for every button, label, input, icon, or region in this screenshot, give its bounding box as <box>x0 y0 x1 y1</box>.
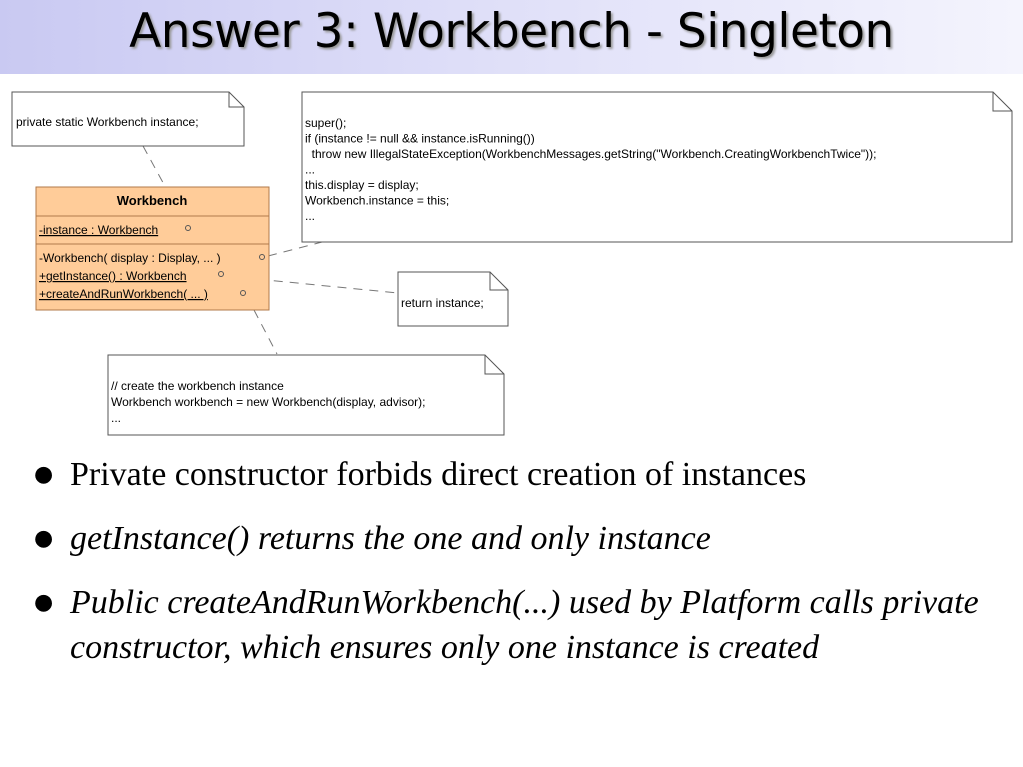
bullet-text: getInstance() returns the one and only instance <box>70 520 711 557</box>
connector-constructor-note <box>268 242 322 256</box>
bullet-list <box>34 452 994 689</box>
bullet-dot-icon: ● <box>34 462 54 487</box>
note-constructor <box>302 92 1012 242</box>
class-operation-create-and-run: +createAndRunWorkbench( ... ) <box>39 287 208 301</box>
note-get-instance-text: return instance; <box>401 296 484 310</box>
bullet-item <box>34 516 994 561</box>
note-static-field <box>12 92 244 146</box>
bullet-dot-icon: ● <box>34 590 54 615</box>
note-static-field-text: private static Workbench instance; <box>16 115 199 129</box>
note-create-text: // create the workbench instance Workbench workbench = new Workbench(display, advisor); ... <box>111 379 426 425</box>
note-get-instance <box>398 272 508 326</box>
note-create-workbench <box>108 355 504 435</box>
connector-create-note <box>254 310 277 354</box>
class-name: Workbench <box>116 193 188 208</box>
note-constructor-text: super(); if (instance != null && instance.isRunning()) throw new IllegalStateException(WorkbenchMessages.getString("Workbench.CreatingWorkbenchTwice")); ... this.display = display; Workbench.instance = this; ... <box>305 116 877 223</box>
class-workbench <box>36 187 269 310</box>
class-operation-constructor: -Workbench( display : Display, ... ) <box>39 251 221 265</box>
class-operation-getinstance: +getInstance() : Workbench <box>39 269 187 283</box>
class-attribute-instance: -instance : Workbench <box>39 223 159 237</box>
bullet-item <box>34 580 994 670</box>
bullet-text: Public createAndRunWorkbench(...) used by Platform calls private constructor, which ensures only one instance is created <box>70 584 979 666</box>
bullet-dot-icon: ● <box>34 526 54 551</box>
bullet-text: Private constructor forbids direct creation of instances <box>70 456 807 493</box>
slide-title: Answer 3: Workbench - Singleton <box>129 4 894 59</box>
bullet-item <box>34 452 994 497</box>
